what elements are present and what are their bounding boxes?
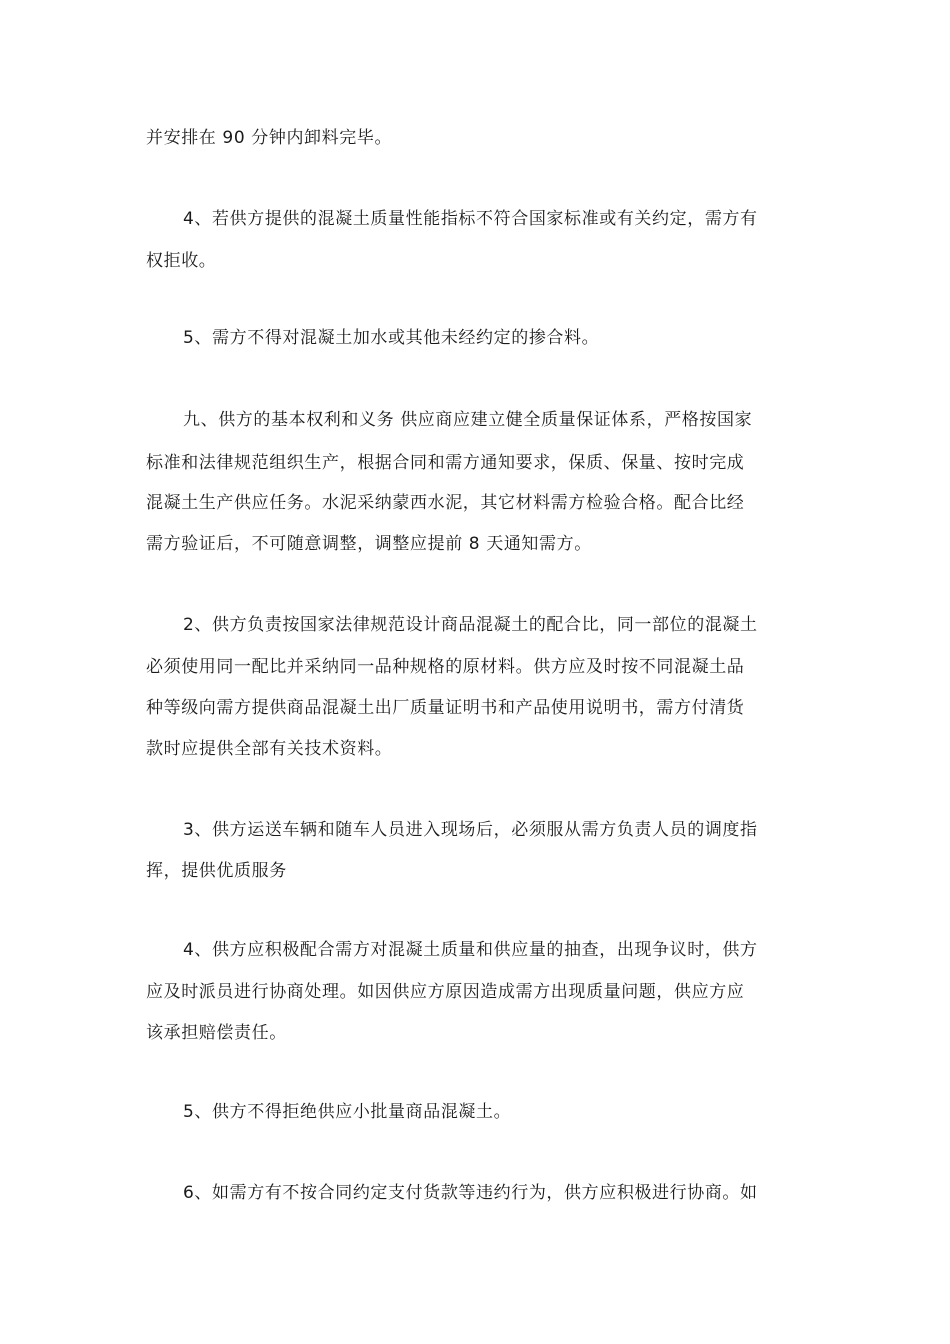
paragraph-8-line-0: 6、如需方有不按合同约定支付货款等违约行为，供方应积极进行协商。如 bbox=[183, 1183, 758, 1203]
paragraph-4-line-1: 必须使用同一配比并采纳同一品种规格的原材料。供方应及时按不同混凝土品 bbox=[146, 657, 745, 677]
paragraph-4-line-0: 2、供方负责按国家法律规范设计商品混凝土的配合比，同一部位的混凝土 bbox=[183, 615, 758, 635]
paragraph-6-line-1: 应及时派员进行协商处理。如因供应方原因造成需方出现质量问题，供应方应 bbox=[146, 982, 745, 1002]
paragraph-3-line-3: 需方验证后，不可随意调整，调整应提前 8 天通知需方。 bbox=[146, 534, 592, 554]
paragraph-3-line-2: 混凝土生产供应任务。水泥采纳蒙西水泥，其它材料需方检验合格。配合比经 bbox=[146, 493, 745, 513]
paragraph-5-line-0: 3、供方运送车辆和随车人员进入现场后，必须服从需方负责人员的调度指 bbox=[183, 820, 758, 840]
paragraph-3-line-1: 标准和法律规范组织生产，根据合同和需方通知要求，保质、保量、按时完成 bbox=[146, 453, 745, 473]
paragraph-6-line-2: 该承担赔偿责任。 bbox=[146, 1023, 287, 1043]
paragraph-1-line-1: 权拒收。 bbox=[146, 251, 217, 271]
paragraph-4-line-3: 款时应提供全部有关技术资料。 bbox=[146, 739, 393, 759]
paragraph-0-line-0: 并安排在 90 分钟内卸料完毕。 bbox=[146, 128, 393, 148]
paragraph-7-line-0: 5、供方不得拒绝供应小批量商品混凝土。 bbox=[183, 1102, 512, 1122]
paragraph-4-line-2: 种等级向需方提供商品混凝土出厂质量证明书和产品使用说明书，需方付清货 bbox=[146, 698, 745, 718]
paragraph-1-line-0: 4、若供方提供的混凝土质量性能指标不符合国家标准或有关约定，需方有 bbox=[183, 209, 758, 229]
paragraph-3-line-0: 九、供方的基本权利和义务 供应商应建立健全质量保证体系，严格按国家 bbox=[183, 410, 753, 430]
paragraph-5-line-1: 挥，提供优质服务 bbox=[146, 861, 287, 881]
paragraph-2-line-0: 5、需方不得对混凝土加水或其他未经约定的掺合料。 bbox=[183, 328, 600, 348]
paragraph-6-line-0: 4、供方应积极配合需方对混凝土质量和供应量的抽查，出现争议时，供方 bbox=[183, 940, 758, 960]
